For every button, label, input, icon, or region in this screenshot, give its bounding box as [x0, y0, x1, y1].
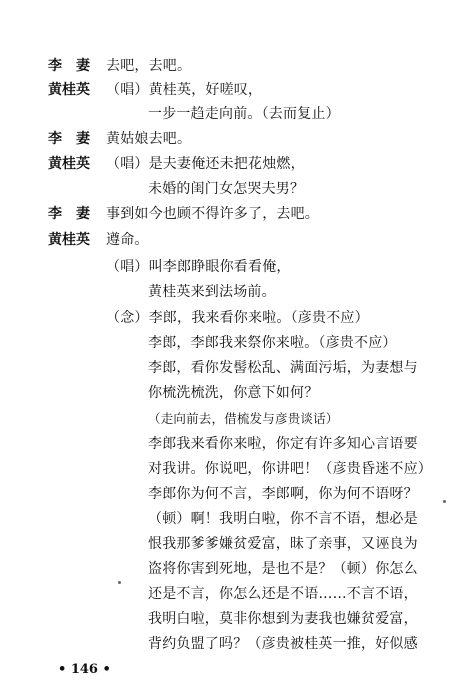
dialogue-line: 还是不言，你怎么还是不语……不言不语，: [148, 586, 418, 602]
dialogue-line: 事到如今也顾不得许多了，去吧。: [106, 206, 319, 222]
dialogue-line: （念）李郎，我来看你来啦。（彦贵不应）: [106, 310, 369, 326]
dialogue-line: 遵命。: [106, 232, 149, 248]
dialogue-line: （顿）啊！我明白啦，你不言不语，想必是: [148, 511, 418, 527]
dialogue-line: 李郎，李郎我来祭你来啦。（彦贵不应）: [148, 335, 397, 351]
speaker-huang-guiying: 黄桂英: [48, 82, 90, 98]
dialogue-line: 黄桂英来到法场前。: [148, 284, 276, 300]
scan-speck: [443, 500, 446, 503]
dialogue-line: 盗将你害到死地，是也不是？（顿）你怎么: [148, 561, 418, 577]
dialogue-line: 李郎，看你发髻松乱、满面污垢，为妻想与: [148, 360, 418, 376]
dialogue-line: 去吧，去吧。: [106, 58, 192, 74]
speaker-li-qi: 李 妻: [48, 58, 90, 74]
dialogue-line: （唱）叫李郎睁眼你看看俺，: [106, 259, 291, 275]
speaker-li-qi: 李 妻: [48, 206, 90, 222]
dialogue-line: 黄姑娘去吧。: [106, 131, 192, 147]
dialogue-line: （唱）是夫妻俺还未把花烛燃，: [106, 156, 305, 172]
scan-speck: [118, 581, 121, 584]
dialogue-line: 一步一趋走向前。（去而复止）: [148, 106, 340, 122]
speaker-li-qi: 李 妻: [48, 131, 90, 147]
dialogue-line: 未婚的闺门女怎哭夫男？: [148, 181, 305, 197]
dialogue-line: （唱）黄桂英，好嗟叹，: [106, 82, 263, 98]
speaker-huang-guiying: 黄桂英: [48, 232, 90, 248]
dialogue-line: 恨我那爹爹嫌贫爱富，昧了亲事，又诬良为: [148, 536, 418, 552]
dialogue-line: 背约负盟了吗？（彦贵被桂英一推，好似感: [148, 636, 418, 652]
stage-direction: （走向前去，借梳发与彦贵谈话）: [148, 411, 339, 426]
speaker-huang-guiying: 黄桂英: [48, 156, 90, 172]
dialogue-line: 对我讲。你说吧，你讲吧！（彦贵昏迷不应）: [148, 461, 432, 477]
page-number: • 146 •: [58, 662, 111, 677]
dialogue-line: 李郎我来看你来啦，你定有许多知心言语要: [148, 436, 418, 452]
dialogue-line: 你梳洗梳洗，你意下如何？: [148, 385, 319, 401]
dialogue-line: 李郎你为何不言，李郎啊，你为何不语呀？: [148, 486, 418, 502]
dialogue-line: 我明白啦，莫非你想到为妻我也嫌贫爱富，: [148, 611, 418, 627]
